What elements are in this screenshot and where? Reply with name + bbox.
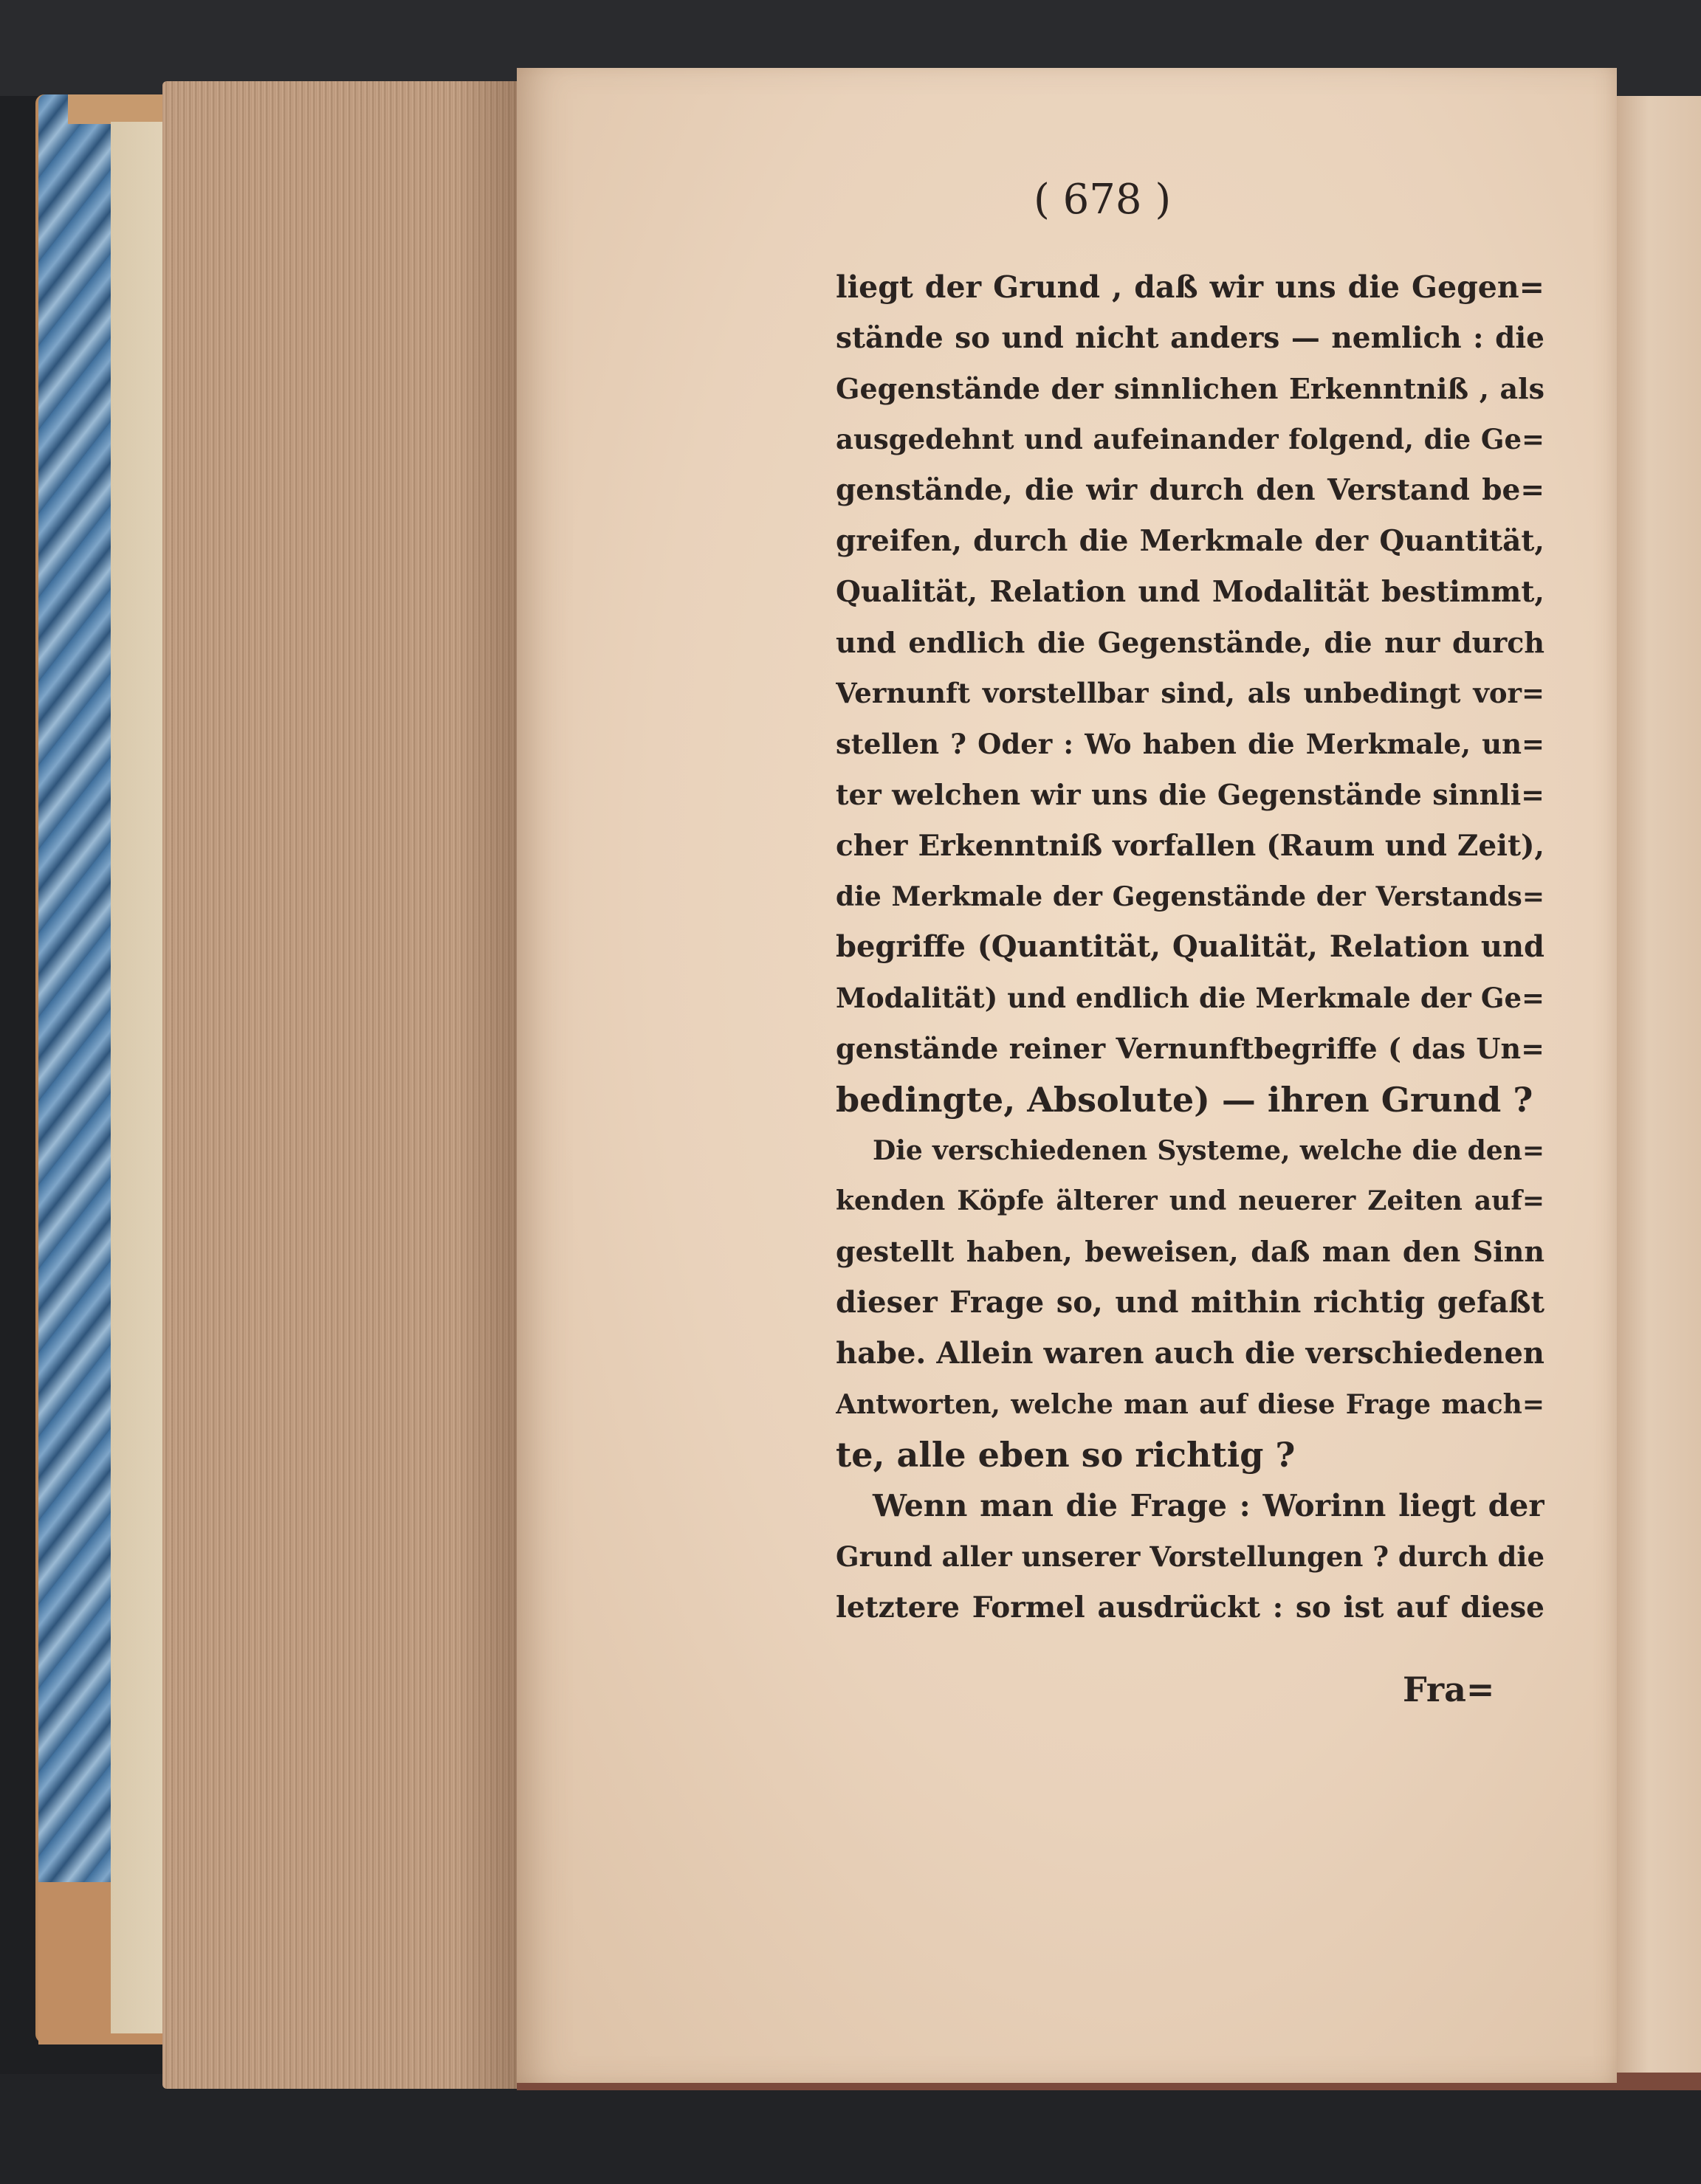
facing-page-edge [1614, 96, 1701, 2081]
text-line: bedingte, Absolute) — ihren Grund ? [836, 1079, 1533, 1120]
page-text [836, 262, 1544, 1633]
text-line: Antworten, welche man auf diese Frage mach= [836, 1388, 1544, 1420]
text-line: ter welchen wir uns die Gegenstände sinnli= [836, 777, 1544, 811]
paragraph-3 [836, 1481, 1544, 1633]
text-line: letztere Formel ausdrückt : so ist auf diese [836, 1590, 1544, 1625]
text-line: genstände, die wir durch den Verstand be= [836, 473, 1544, 508]
text-line: Wenn man die Frage : Worinn liegt der [873, 1488, 1544, 1524]
text-line: und endlich die Gegenstände, die nur durch [836, 625, 1544, 659]
text-line: genstände reiner Vernunftbegriffe ( das Un= [836, 1031, 1544, 1065]
text-line: Die verschiedenen Systeme, welche die den= [873, 1134, 1544, 1166]
backdrop-bottom [0, 2074, 1701, 2184]
paragraph-1 [836, 262, 1544, 1126]
text-line: Grund aller unserer Vorstellungen ? durch die [836, 1540, 1544, 1573]
text-line: cher Erkenntniß vorfallen (Raum und Zeit), [836, 828, 1544, 863]
text-line: Vernunft vorstellbar sind, als unbedingt vor= [836, 677, 1544, 710]
text-line: stände so und nicht anders — nemlich : die [836, 320, 1544, 355]
text-line: die Merkmale der Gegenstände der Verstands= [836, 881, 1544, 912]
paragraph-2 [836, 1126, 1544, 1481]
text-line: te, alle eben so richtig ? [836, 1435, 1296, 1475]
text-line: begriffe (Quantität, Qualität, Relation und [836, 929, 1544, 965]
catchword: Fra= [1403, 1670, 1495, 1709]
text-line: dieser Frage so, und mithin richtig gefaßt [836, 1284, 1544, 1320]
page-number: ( 678 ) [1034, 176, 1172, 224]
text-line: Qualität, Relation und Modalität bestimmt, [836, 574, 1544, 609]
text-line: habe. Allein waren auch die verschiedenen [836, 1335, 1544, 1371]
text-line: gestellt haben, beweisen, daß man den Sinn [836, 1235, 1544, 1269]
text-line: kenden Köpfe älterer und neuerer Zeiten auf= [836, 1185, 1544, 1217]
text-line: Modalität) und endlich die Merkmale der Ge= [836, 982, 1544, 1015]
text-line: liegt der Grund , daß wir uns die Gegen= [836, 269, 1544, 305]
text-line: stellen ? Oder : Wo haben die Merkmale, un= [836, 728, 1544, 761]
text-line: greifen, durch die Merkmale der Quantität, [836, 523, 1544, 558]
text-line: ausgedehnt und aufeinander folgend, die Ge= [836, 423, 1544, 456]
text-line: Gegenstände der sinnlichen Erkenntniß , als [836, 371, 1544, 405]
